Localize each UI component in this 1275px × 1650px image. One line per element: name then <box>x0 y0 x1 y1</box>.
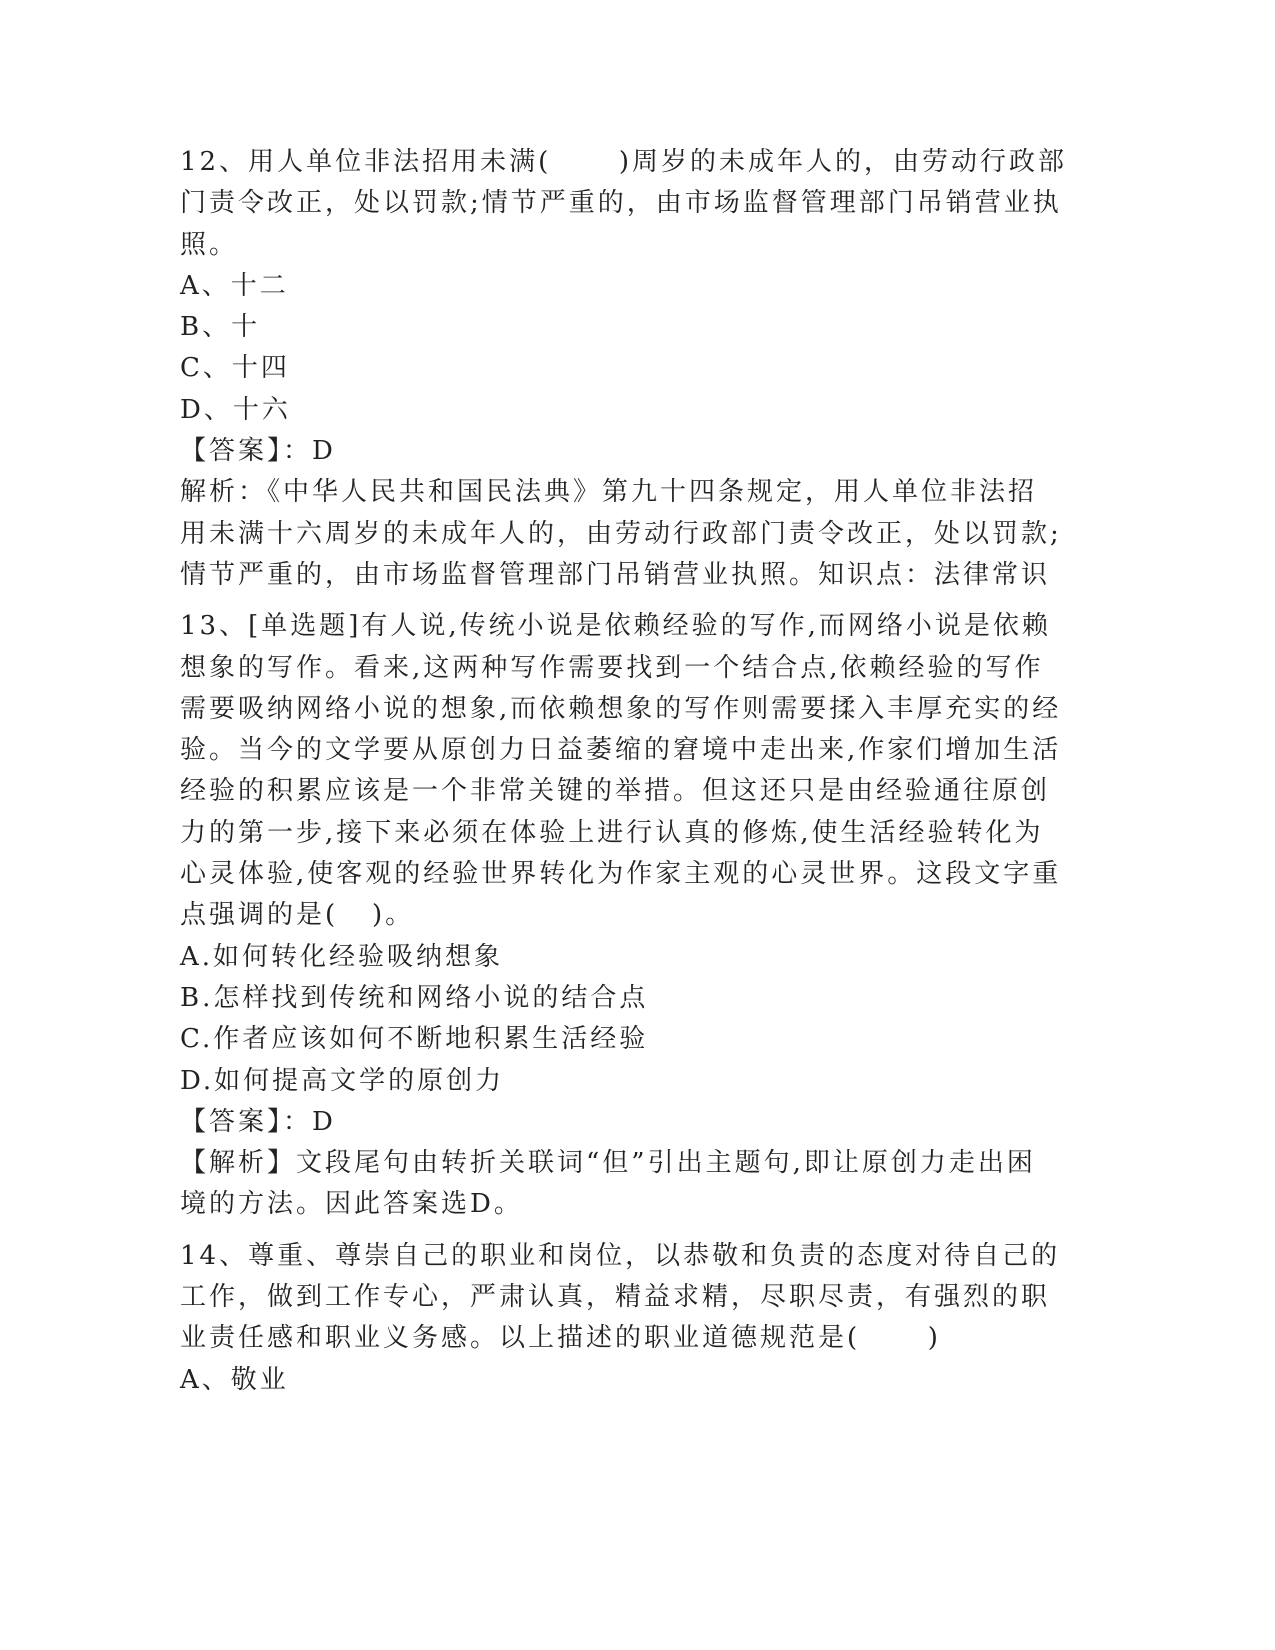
option-a: A.如何转化经验吸纳想象 <box>180 941 504 972</box>
question-stem-line: 想象的写作。看来,这两种写作需要找到一个结合点,依赖经验的写作 <box>180 652 1044 683</box>
answer-line: 【答案】：D <box>180 1106 336 1137</box>
option-c: C.作者应该如何不断地积累生活经验 <box>180 1024 649 1055</box>
option-c: C、十四 <box>180 353 290 384</box>
question-stem-line: 门责令改正，处以罚款;情节严重的，由市场监督管理部门吊销营业执 <box>180 188 1062 219</box>
analysis-line: 用未满十六周岁的未成年人的，由劳动行政部门责令改正，处以罚款; <box>180 518 1062 549</box>
question-stem-line: 需要吸纳网络小说的想象,而依赖想象的写作则需要揉入丰厚充实的经 <box>180 693 1062 724</box>
option-d: D.如何提高文学的原创力 <box>180 1065 505 1096</box>
question-stem-line: 验。当今的文学要从原创力日益萎缩的窘境中走出来,作家们增加生活 <box>180 735 1062 766</box>
option-d: D、十六 <box>180 394 291 425</box>
question-spacer <box>180 596 1040 606</box>
question-stem-line: 业责任感和职业义务感。以上描述的职业道德规范是( ) <box>180 1323 941 1354</box>
option-b: B.怎样找到传统和网络小说的结合点 <box>180 982 649 1013</box>
option-a: A、十二 <box>180 270 289 301</box>
question-13 <box>180 606 1062 1225</box>
question-stem-line: 力的第一步,接下来必须在体验上进行认真的修炼,使生活经验转化为 <box>180 817 1044 848</box>
analysis-line: 境的方法。因此答案选D。 <box>180 1189 523 1220</box>
answer-line: 【答案】：D <box>180 436 336 467</box>
question-stem-line: 12、用人单位非法招用未满( )周岁的未成年人的，由劳动行政部 <box>180 147 1067 177</box>
question-stem-line: 心灵体验,使客观的经验世界转化为作家主观的心灵世界。这段文字重 <box>180 859 1062 890</box>
option-a: A、敬业 <box>180 1364 289 1395</box>
document-page <box>180 142 1067 1401</box>
question-stem-line: 点强调的是( )。 <box>180 900 415 931</box>
question-stem-line: 工作，做到工作专心，严肃认真，精益求精，尽职尽责，有强烈的职 <box>180 1282 1051 1313</box>
question-stem-line: 照。 <box>180 229 239 260</box>
analysis-line: 解析：《中华人民共和国民法典》第九十四条规定，用人单位非法招 <box>180 477 1038 508</box>
question-spacer <box>180 1226 1040 1236</box>
question-14 <box>180 1236 1061 1401</box>
option-b: B、十 <box>180 312 261 343</box>
question-stem-line: 14、尊重、尊崇自己的职业和岗位，以恭敬和负责的态度对待自己的 <box>180 1240 1061 1271</box>
question-12 <box>180 142 1067 596</box>
question-stem-line: 经验的积累应该是一个非常关键的举措。但这还只是由经验通往原创 <box>180 776 1051 807</box>
question-stem-line: 13、[单选题]有人说,传统小说是依赖经验的写作,而网络小说是依赖 <box>180 611 1051 642</box>
analysis-line: 情节严重的，由市场监督管理部门吊销营业执照。知识点：法律常识 <box>180 559 1051 590</box>
analysis-line: 【解析】文段尾句由转折关联词“但”引出主题句,即让原创力走出困 <box>180 1148 1036 1179</box>
